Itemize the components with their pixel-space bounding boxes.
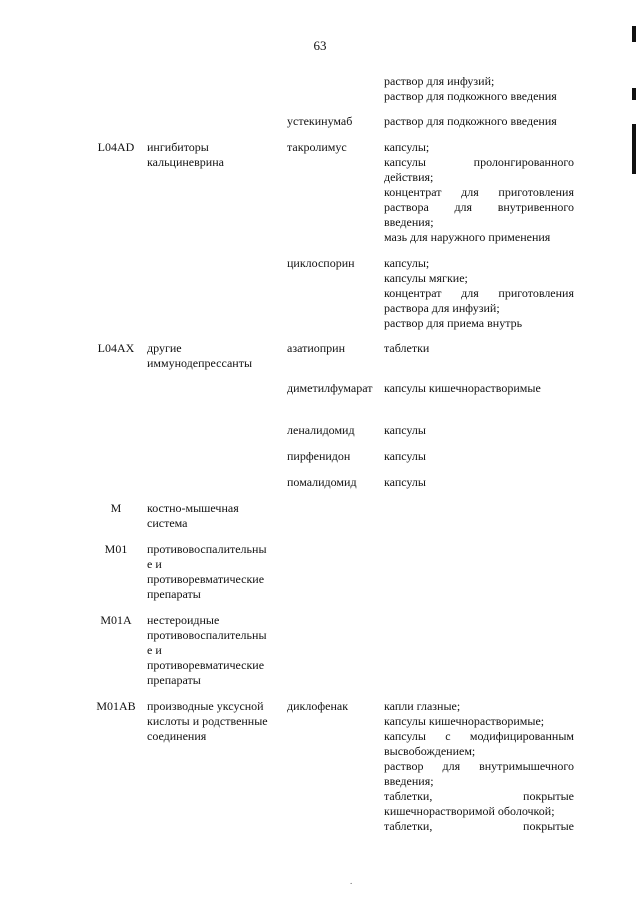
drug-name: леналидомид [287, 423, 355, 437]
atc-code: M01AB [96, 699, 136, 713]
edge-mark [632, 124, 636, 174]
atc-group-name [147, 501, 279, 531]
group-name-line: костно-мышечная [147, 501, 239, 515]
group-name-line: противоревматические [147, 572, 265, 586]
group-name-line: препараты [147, 587, 201, 601]
edge-mark [632, 26, 636, 42]
dosage-forms [384, 423, 574, 438]
drug-name: такролимус [287, 140, 347, 154]
dosage-forms [384, 140, 574, 245]
dosage-form-line: действия; [384, 170, 434, 184]
dosage-form-line: введения; [384, 215, 434, 229]
drug-name: азатиоприн [287, 341, 346, 355]
dosage-forms [384, 699, 574, 834]
edge-mark [632, 88, 636, 100]
dosage-form-line: таблетки [384, 341, 430, 355]
dosage-forms [384, 74, 574, 104]
dosage-form-line: таблетки, покрытые [384, 819, 574, 833]
group-name-line: производные уксусной [147, 699, 264, 713]
dosage-form-line: введения; [384, 774, 434, 788]
dosage-form-line: капсулы пролонгированного [384, 155, 574, 169]
dosage-forms [384, 475, 574, 490]
drug-name: пирфенидон [287, 449, 351, 463]
atc-code: M01 [104, 542, 128, 556]
dosage-form-line: раствора для инфузий; [384, 301, 500, 315]
atc-group-name [147, 613, 279, 688]
drug-name: диметилфумарат [287, 381, 373, 395]
group-name-line: е и [147, 557, 162, 571]
group-name-line: иммунодепрессанты [147, 356, 253, 370]
atc-group-name [147, 699, 279, 744]
group-name-line: ингибиторы [147, 140, 209, 154]
dosage-forms [384, 114, 574, 129]
dosage-form-line: капсулы [384, 475, 426, 489]
drug-name: помалидомид [287, 475, 357, 489]
dosage-form-line: капсулы с модифицированным [384, 729, 574, 743]
group-name-line: противовоспалительны [147, 542, 267, 556]
group-name-line: препараты [147, 673, 201, 687]
group-name-line: противоревматические [147, 658, 265, 672]
drug-name: устекинумаб [287, 114, 353, 128]
dosage-form-line: раствор для подкожного введения [384, 89, 557, 103]
dosage-form-line: таблетки, покрытые [384, 789, 574, 803]
group-name-line: кислоты и родственные [147, 714, 268, 728]
atc-group-name [147, 341, 279, 371]
dosage-form-line: капсулы мягкие; [384, 271, 468, 285]
dosage-form-line: раствор для подкожного введения [384, 114, 557, 128]
dosage-form-line: раствора для внутривенного [384, 200, 574, 214]
atc-code: L04AX [97, 341, 135, 355]
dosage-form-line: раствор для инфузий; [384, 74, 495, 88]
dosage-form-line: концентрат для приготовления [384, 185, 574, 199]
drug-name: циклоспорин [287, 256, 355, 270]
dosage-forms [384, 381, 574, 396]
drug-name: диклофенак [287, 699, 349, 713]
group-name-line: система [147, 516, 188, 530]
group-name-line: другие [147, 341, 182, 355]
dosage-forms [384, 449, 574, 464]
dosage-form-line: кишечнорастворимой оболочкой; [384, 804, 555, 818]
dosage-form-line: раствор для приема внутрь [384, 316, 523, 330]
page-number: 63 [313, 38, 327, 53]
group-name-line: кальциневрина [147, 155, 224, 169]
atc-group-name [147, 140, 279, 170]
scan-dot: . [350, 876, 353, 886]
dosage-form-line: высвобождением; [384, 744, 476, 758]
atc-code: L04AD [97, 140, 135, 154]
dosage-form-line: концентрат для приготовления [384, 286, 574, 300]
dosage-form-line: раствор для внутримышечного [384, 759, 574, 773]
group-name-line: е и [147, 643, 162, 657]
group-name-line: соединения [147, 729, 207, 743]
dosage-form-line: капсулы [384, 449, 426, 463]
dosage-form-line: капсулы кишечнорастворимые; [384, 714, 545, 728]
dosage-form-line: мазь для наружного применения [384, 230, 551, 244]
dosage-form-line: капсулы кишечнорастворимые [384, 381, 541, 395]
dosage-form-line: капли глазные; [384, 699, 461, 713]
dosage-form-line: капсулы; [384, 256, 430, 270]
dosage-forms [384, 256, 574, 331]
group-name-line: противовоспалительны [147, 628, 267, 642]
dosage-forms [384, 341, 574, 356]
dosage-form-line: капсулы; [384, 140, 430, 154]
group-name-line: нестероидные [147, 613, 220, 627]
dosage-form-line: капсулы [384, 423, 426, 437]
atc-group-name [147, 542, 279, 602]
atc-code: M [110, 501, 122, 515]
atc-code: M01A [100, 613, 132, 627]
